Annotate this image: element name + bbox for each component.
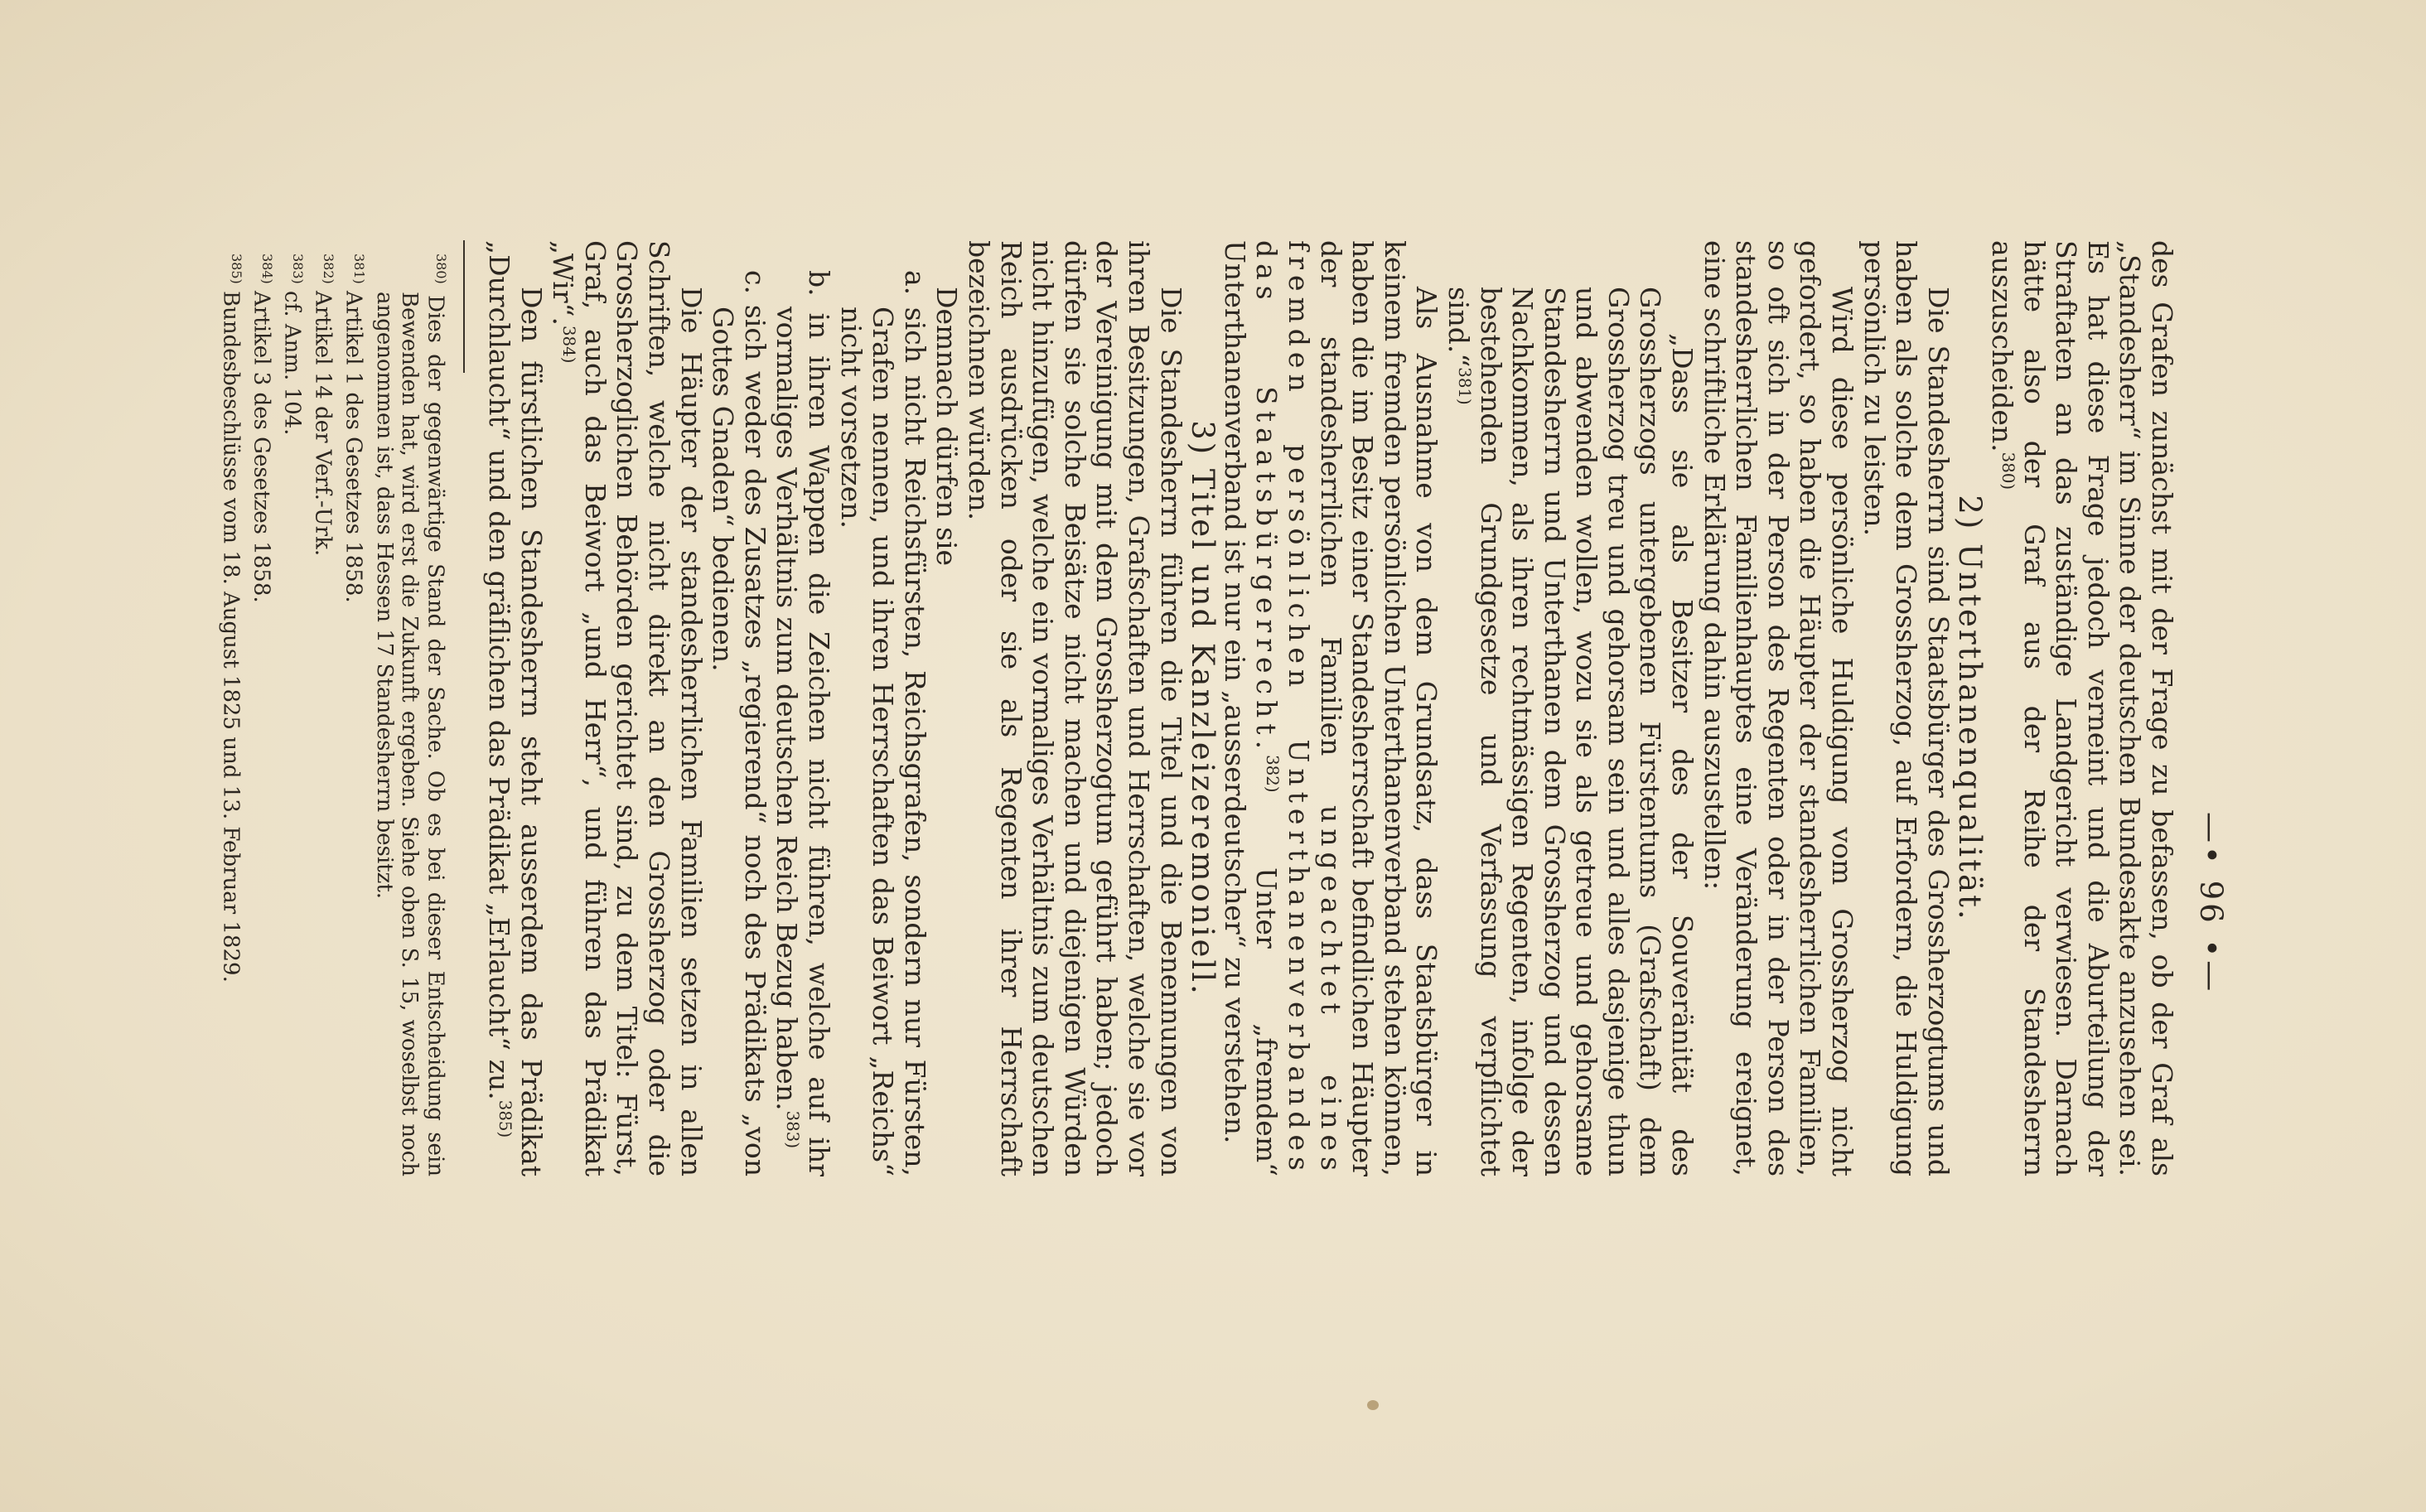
list-item-b <box>771 240 834 1176</box>
footnote <box>218 240 249 1176</box>
paragraph-6: Demnach dürfen sie <box>930 287 964 567</box>
rotated-page-content <box>182 0 2229 1512</box>
footnote-text: Dies der gegenwärtige Stand der Sache. Ob es bei dieser Entscheidung sein Bewenden hat, wird erst die Zukunft ergeben. Siehe oben S. 15, woselbst noch angenommen ist, dass Hessen 17 Standesherrn besitzt. <box>371 292 447 1177</box>
footnote <box>341 240 371 1176</box>
paragraph-3: Wird diese persönliche Huldigung vom Grossherzog nicht gefordert, so haben die Häupter der standesherrlichen Familien, so oft sich in der Person des Regenten oder in der Person des standesherrlichen Familienhauptes eine Veränderung ereignet, eine schriftliche Erklärung dahin auszustellen: <box>1698 240 1859 1176</box>
footnote-text: Artikel 3 des Gesetzes 1858. <box>249 291 274 603</box>
footnote-number: 380) <box>433 254 449 284</box>
paragraph-4-text-b: Unter „fremdem“ Unterthanenverband ist nur ein „ausserdeutscher“ zu verstehen. <box>1218 240 1283 1176</box>
footnote-ref-383: 383) <box>783 1110 803 1149</box>
footnote-ref-380: 380) <box>1998 452 2018 490</box>
paragraph-2: Die Standesherrn sind Staatsbürger des Grossherzogtums und haben als solche dem Grossherzog, auf Erfordern, die Huldigung persönlich zu leisten. <box>1858 240 1955 1176</box>
footnote-text: Bundesbeschlüsse vom 18. August 1825 und 13. Februar 1829. <box>218 291 244 983</box>
footnote-number: 382) <box>321 254 337 284</box>
paragraph-4 <box>1218 240 1442 1176</box>
paragraph-5: Die Standesherrn führen die Titel und die Benennungen von ihren Besitzungen, Grafschaften und Herrschaften, welche sie vor der Vereinigung mit dem Grossherzogtum geführt haben; jedoch dürfen sie solche Beisätze nicht machen und diejenigen Würden nicht hinzufügen, welche ein vormaliges Verhältnis zum deutschen Reich ausdrücken oder sie als Regenten ihrer Herrschaft bezeichnen würden. <box>963 240 1187 1176</box>
oath-quote <box>1442 240 1698 1176</box>
oath-quote-text: „Dass sie als Besitzer des der Souveränität des Grossherzogs untergebenen Fürstentums (Grafschaft) dem Grossherzog treu und gehorsam sein und alles dasjenige thun und abwenden wollen, wozu sie als getreue und gehorsame Standesherrn und Unterthanen dem Grossherzog und dessen Nachkommen, als ihren rechtmässigen Regenten, infolge der bestehenden Grundgesetze und Verfassung verpflichtet sind.“ <box>1442 287 1699 1176</box>
paragraph-1-text: des Grafen zunächst mit der Frage zu befassen, ob der Graf als „Standesherr“ im Sinne der deutschen Bundesakte anzusehen sei. Es hat diese Frage jedoch verneint und die Aburteilung der Straftaten an das zuständige Landgericht verwiesen. Darnach hätte also der Graf aus der Reihe der Standesherrn auszuscheiden. <box>1986 240 2178 1176</box>
paragraph-8-text: Den fürstlichen Standesherrn steht ausserdem das Prädikat „Durchlaucht“ und den gräflichen das Prädikat „Erlaucht“ zu. <box>483 240 548 1176</box>
footnote-number: 385) <box>228 254 244 284</box>
footnote <box>279 240 310 1176</box>
section-heading-3: 3) Titel und Kanzleizeremoniell. <box>1185 420 1221 997</box>
footnote-ref-382: 382) <box>1263 755 1283 793</box>
page-number: —• 96 •— <box>2193 812 2229 995</box>
paragraph-8 <box>483 240 547 1176</box>
paragraph-4-text-a: Als Ausnahme von dem Grundsatz, dass Staatsbürger in keinem fremden persönlichen Unterthanenverband stehen können, haben die im Besitz einer Standesherrschaft befindlichen Häupter der standesherrlichen Familien <box>1314 240 1443 1176</box>
footnote-text: Artikel 1 des Gesetzes 1858. <box>341 291 366 603</box>
footnote-ref-384: 384) <box>559 325 579 364</box>
footnote-number: 384) <box>259 254 275 284</box>
footnote-ref-381: 381) <box>1454 367 1474 405</box>
footnote-text: cf. Anm. 104. <box>279 291 305 436</box>
footnote <box>371 240 452 1176</box>
list-item-a: a. sich nicht Reichsfürsten, Reichsgrafen, sondern nur Fürsten, Grafen nennen, und ihren Herrschaften das Beiwort „Reichs“ nicht vorsetzen. <box>834 270 931 1176</box>
paper-speck <box>1367 1400 1379 1410</box>
section-heading-2: 2) Unterthanenqualität. <box>1952 495 1989 922</box>
footnote <box>249 240 279 1176</box>
footnote-number: 383) <box>290 254 307 284</box>
list-item-b-text: b. in ihren Wappen die Zeichen nicht führen, welche auf ihr vormaliges Verhältnis zum deutschen Reich Bezug haben. <box>771 270 836 1176</box>
footnote-divider <box>463 240 465 373</box>
paragraph-1 <box>1985 240 2177 1176</box>
footnote <box>310 240 341 1176</box>
paragraph-7-text: Die Häupter der standesherrlichen Familien setzen in allen Schriften, welche nicht direkt an den Grossherzog oder die Grossherzoglichen Behörden gerichtet sind, zu dem Titel: Fürst, Graf, auch das Beiwort „und Herr“, und führen das Prädikat „Wir“. <box>547 240 708 1176</box>
list-item-c: c. sich weder des Zusatzes „regierend“ noch des Prädikats „von Gottes Gnaden“ bedienen. <box>707 270 771 1176</box>
body-text <box>218 240 2177 1176</box>
footnote-number: 381) <box>351 254 368 284</box>
spaced-emphasis: ungeachtet eines fremden persönlichen Unterthanenverbandes das Staatsbürgerrecht. <box>1250 240 1347 1176</box>
footnotes <box>218 240 453 1176</box>
footnote-ref-385: 385) <box>495 1099 515 1138</box>
paragraph-7 <box>547 240 707 1176</box>
footnote-text: Artikel 14 der Verf.-Urk. <box>310 291 336 557</box>
